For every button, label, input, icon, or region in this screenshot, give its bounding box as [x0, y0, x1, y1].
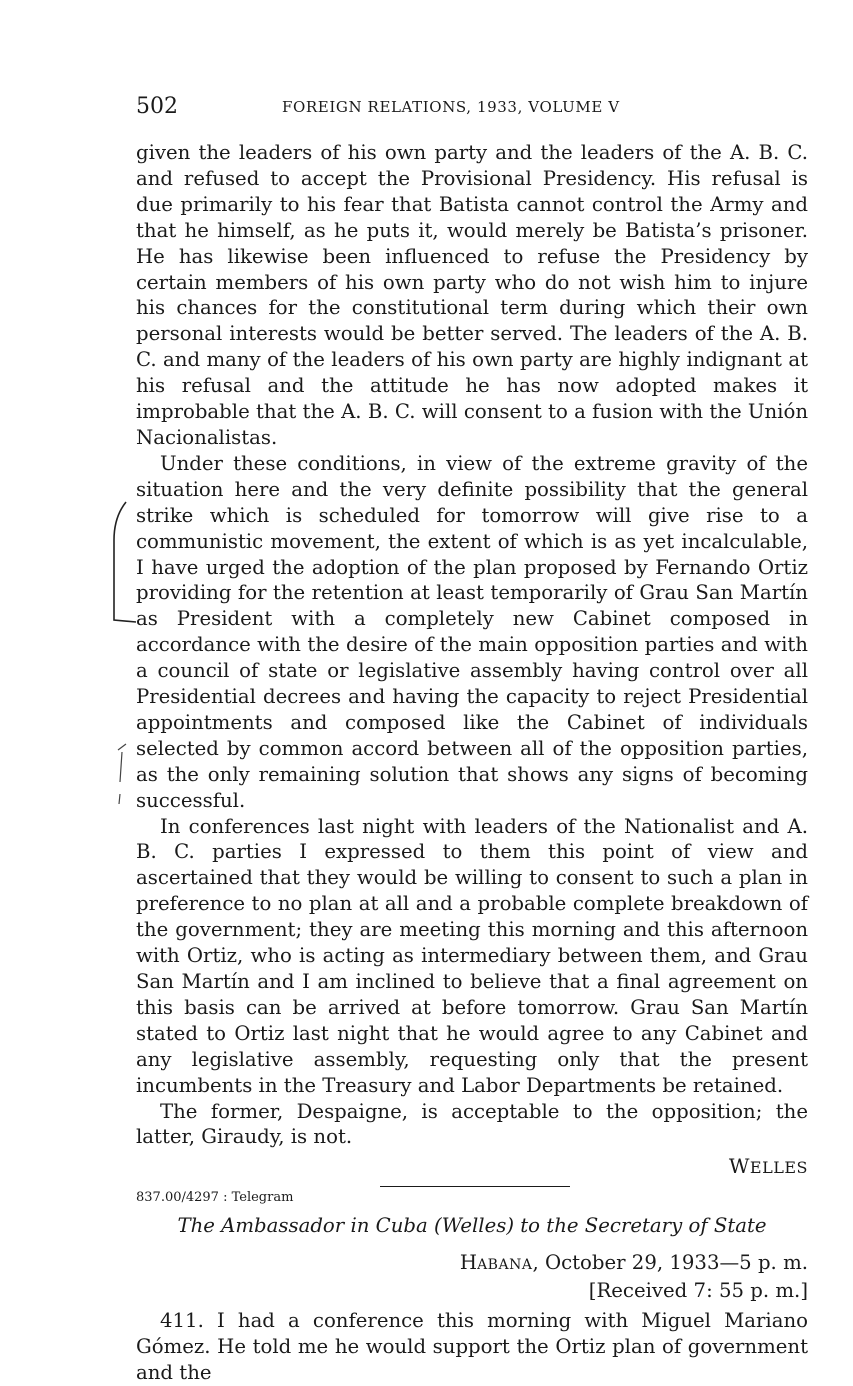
paragraph-2: Under these conditions, in view of the extreme gravity of the situation here and the very definite possibility that the general strike which is scheduled for tomorrow will give rise to a communistic movement, the extent of which is as yet incalculable, I have urged the adoption of the plan proposed by Fernando Ortiz providing for the retention at least temporarily of Grau San Martín as President with a completely new Cabinet composed in accordance with the desire of the main opposition parties and with a council of state or legislative assembly having control over all Presidential decrees and having the capacity to reject Presidential appointments and composed like the Cabinet of individuals selected by common accord between all of the opposition parties, as the only remaining solution that shows any signs of becoming successful.: [136, 451, 808, 812]
opening-paragraph: 411. I had a conference this morning with Miguel Mariano Gómez. He told me he would support the Ortiz plan of government and the: [136, 1309, 808, 1385]
document-title: The Ambassador in Cuba (Welles) to the Secretary of State: [177, 1214, 767, 1238]
signature: [136, 1154, 808, 1180]
signature-rest: ELLES: [749, 1158, 808, 1178]
section-divider: [380, 1186, 570, 1187]
paragraph-3: In conferences last night with leaders of the Nationalist and A. B. C. parties I expressed to them this point of view and ascertained that they would be willing to consent to such a plan in preference to no plan at all and a probable complete breakdown of the government; they are meeting this morning and this afternoon with Ortiz, who is acting as intermediary between them, and Grau San Martín and I am inclined to believe that a final agreement on this basis can be arrived at before tomorrow. Grau San Martín stated to Ortiz last night that he would agree to any Cabinet and any legislative assembly, requesting only that the present incumbents in the Treasury and Labor Departments be retained.: [136, 814, 808, 1097]
margin-tick-mark: [112, 742, 132, 812]
dateline-place-initial: H: [459, 1251, 478, 1275]
dateline-place-rest: ABANA: [477, 1257, 533, 1274]
file-reference-row: [136, 1186, 808, 1210]
dateline: [136, 1250, 808, 1278]
file-reference: 837.00/4297 : Telegram: [136, 1190, 294, 1206]
document-body: [136, 140, 808, 1386]
paragraph-1: given the leaders of his own party and the leaders of the A. B. C. and refused to accept the Provisional Presidency. His refusal is due primarily to his fear that Batista cannot control the Army and that he himself, as he puts it, would merely be Batista’s prisoner. He has likewise been influenced to refuse the Presidency by certain members of his own party who do not wish him to injure his chances for the constitutional term during which their own personal interests would be better served. The leaders of the A. B. C. and many of the leaders of his own party are highly indignant at his refusal and the attitude he has now adopted makes it improbable that the A. B. C. will consent to a fusion with the Unión Nacionalistas.: [136, 141, 808, 449]
dateline-date: , October 29, 1933—5 p. m.: [532, 1251, 808, 1275]
page-number: 502: [136, 94, 178, 119]
page-header: [136, 94, 808, 122]
received-time: [Received 7: 55 p. m.]: [588, 1279, 808, 1303]
paragraph-4: The former, Despaigne, is acceptable to the opposition; the latter, Giraudy, is not.: [136, 1099, 808, 1149]
running-head: FOREIGN RELATIONS, 1933, VOLUME V: [282, 98, 620, 116]
signature-initial: W: [728, 1154, 750, 1179]
